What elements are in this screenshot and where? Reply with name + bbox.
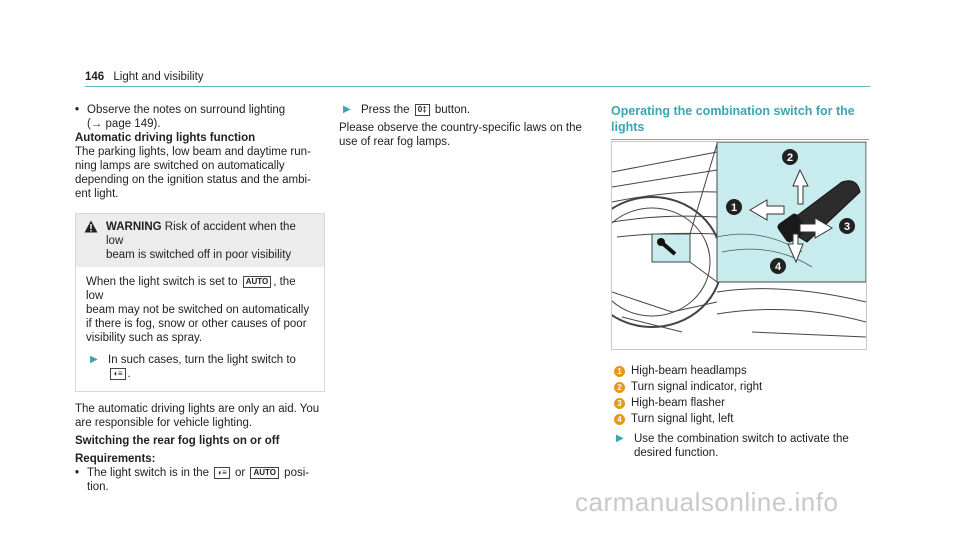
rear-fog-symbol-icon: 0‡: [415, 104, 430, 116]
svg-text:2: 2: [786, 152, 794, 164]
low-beam-symbol-icon: ◖≡: [214, 467, 230, 479]
svg-text:1: 1: [730, 202, 738, 214]
req-text-b: posi-: [284, 467, 310, 479]
site-watermark: carmanualsonline.info: [575, 487, 839, 517]
legend-number-badge: 4: [614, 414, 625, 425]
req-text-c: tion.: [87, 481, 109, 493]
warning-head-line2: beam is switched off in poor visibility: [106, 249, 292, 261]
column-middle: [339, 103, 584, 149]
section-divider: [611, 139, 869, 140]
warning-body-line1a: When the light switch is set to: [86, 276, 238, 288]
legend-text: Turn signal light, left: [631, 413, 734, 425]
warning-head-line1: Risk of accident when the low: [106, 221, 296, 247]
warning-label: WARNING: [106, 221, 162, 233]
legend-item: [614, 363, 762, 379]
step-arrow-icon: ▶: [343, 104, 351, 115]
auto-lights-body-2: ning lamps are switched on automatically: [75, 160, 285, 172]
section-name: Light and visibility: [113, 71, 204, 83]
dashboard-drawing-icon: [612, 142, 866, 349]
legend-item: [614, 395, 762, 411]
warning-action-step: ▶ In such cases, turn the light switch to ◖≡ .: [86, 353, 316, 381]
legend-text: Turn signal indicator, right: [631, 381, 763, 393]
legend-number-badge: 3: [614, 398, 625, 409]
fog-lights-heading: Switching the rear fog lights on or off: [75, 435, 280, 447]
req-text-a: The light switch is in the: [87, 467, 210, 479]
auto-symbol-icon: AUTO: [250, 467, 279, 479]
warning-header: [76, 214, 324, 267]
requirement-bullet: [75, 466, 325, 494]
use-switch-step: [612, 432, 867, 460]
bullet-dot: •: [75, 467, 80, 479]
page-number: 146: [85, 71, 105, 83]
bullet-dot: •: [75, 104, 80, 116]
auto-lights-body-4: ent light.: [75, 188, 119, 200]
column-right: [611, 103, 869, 140]
requirements-label: Requirements:: [75, 453, 156, 465]
press-text-a: Press the: [361, 104, 410, 116]
req-text-or: or: [235, 467, 246, 479]
combination-switch-illustration: [611, 141, 867, 350]
legend-item: [614, 379, 762, 395]
after-box-line2: are responsible for vehicle lighting.: [75, 417, 253, 429]
warning-body-line1b: , the low: [86, 276, 296, 302]
header-divider: [85, 86, 870, 87]
press-fog-step: [339, 103, 584, 117]
step-arrow-icon: ▶: [616, 433, 624, 444]
surround-lighting-bullet: [75, 103, 325, 131]
warning-body-line3: if there is fog, snow or other causes of poor: [86, 318, 307, 330]
legend-number-badge: 1: [614, 366, 625, 377]
page-reference-link[interactable]: (→ page 149).: [87, 118, 161, 130]
bullet-text-line1: Observe the notes on surround lighting: [87, 104, 286, 116]
svg-text:4: 4: [774, 261, 782, 273]
low-beam-symbol-icon: ◖≡: [110, 368, 126, 380]
svg-text:3: 3: [843, 221, 851, 233]
legend-text: High-beam headlamps: [631, 365, 747, 377]
step-arrow-icon: ▶: [90, 354, 98, 365]
header-text: [85, 70, 204, 84]
auto-lights-body-3: depending on the ignition status and the ambi-: [75, 174, 311, 186]
auto-lights-body-1: The parking lights, low beam and daytime run-: [75, 146, 311, 158]
auto-lights-heading: Automatic driving lights function: [75, 132, 256, 144]
combination-switch-title-line2: lights: [611, 120, 645, 134]
fog-law-line1: Please observe the country-specific laws on the: [339, 122, 582, 134]
legend-number-badge: 2: [614, 382, 625, 393]
illustration-legend: [614, 363, 762, 427]
warning-body-line4: visibility such as spray.: [86, 332, 203, 344]
use-switch-line1: Use the combination switch to activate the: [634, 433, 849, 445]
warning-triangle-icon: [84, 220, 106, 262]
use-switch-line2: desired function.: [634, 447, 719, 459]
press-text-b: button.: [434, 104, 471, 116]
warning-step-text: In such cases, turn the light switch to: [108, 354, 296, 366]
auto-symbol-icon: AUTO: [243, 276, 272, 288]
after-box-line1: The automatic driving lights are only an aid. You: [75, 403, 320, 415]
legend-text: High-beam flasher: [631, 397, 725, 409]
column-left: [75, 103, 325, 494]
warning-body-line2: beam may not be switched on automatically: [86, 304, 310, 316]
fog-law-line2: use of rear fog lamps.: [339, 136, 451, 148]
warning-body: [76, 267, 324, 391]
legend-item: [614, 411, 762, 427]
combination-switch-title-line1: Operating the combination switch for the: [611, 104, 855, 118]
warning-box: [75, 213, 325, 392]
